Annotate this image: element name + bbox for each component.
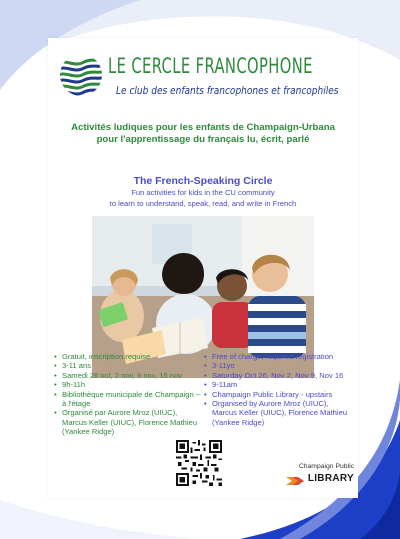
poster-card bbox=[48, 38, 358, 498]
club-title: LE CERCLE FRANCOPHONE bbox=[108, 54, 313, 78]
english-subtitle-line-2: to learn to understand, speak, read, and write in French bbox=[109, 198, 297, 208]
header bbox=[58, 48, 350, 104]
english-details-list bbox=[204, 352, 354, 427]
english-title: The French-Speaking Circle bbox=[133, 175, 273, 187]
list-item: • 3-11 ans bbox=[54, 361, 204, 370]
list-item: • Organisé par Aurore Mroz (UIUC), Marcus Keller (UIUC), Florence Mathieu (Yankee Ridge) bbox=[54, 408, 204, 436]
list-item: • Saturday Oct 26, Nov 2, Nov 9, Nov 16 bbox=[204, 371, 354, 380]
qr-code-icon[interactable] bbox=[176, 440, 222, 486]
library-logo-text: LIBRARY bbox=[307, 473, 354, 484]
french-heading bbox=[48, 122, 358, 146]
english-subtitle-line-1: Fun activities for kids in the CU community bbox=[131, 188, 275, 197]
french-details-list bbox=[54, 352, 204, 437]
club-subtitle: Le club des enfants francophones et francophiles bbox=[116, 84, 339, 97]
library-arrow-icon bbox=[286, 475, 304, 487]
french-heading-line-1: Activités ludiques pour les enfants de Champaign-Urbana bbox=[71, 122, 335, 133]
list-item: • Organised by Aurore Mroz (UIUC), Marcus Keller (UIUC), Florence Mathieu (Yankee Ridge) bbox=[204, 399, 354, 427]
list-item: • Bibliothèque municipale de Champaign -- à l'étage bbox=[54, 390, 204, 409]
library-logo bbox=[282, 463, 354, 491]
english-subtitle bbox=[48, 188, 358, 209]
list-item: • Samedi 26 oct, 2 nov, 9 nov, 16 nov bbox=[54, 371, 204, 380]
library-logo-top-text: Champaign Public bbox=[298, 463, 354, 470]
wave-logo-icon bbox=[58, 52, 104, 98]
list-item: • Free of charge, required registration bbox=[204, 352, 354, 361]
list-item: • 3-11yo bbox=[204, 361, 354, 370]
list-item: • 9-11am bbox=[204, 380, 354, 389]
list-item: • Gratuit, inscription requise bbox=[54, 352, 204, 361]
french-heading-line-2: pour l'apprentissage du français lu, écrit, parlé bbox=[96, 134, 310, 145]
list-item: • Champaign Public Library - upstairs bbox=[204, 390, 354, 399]
list-item: • 9h-11h bbox=[54, 380, 204, 389]
